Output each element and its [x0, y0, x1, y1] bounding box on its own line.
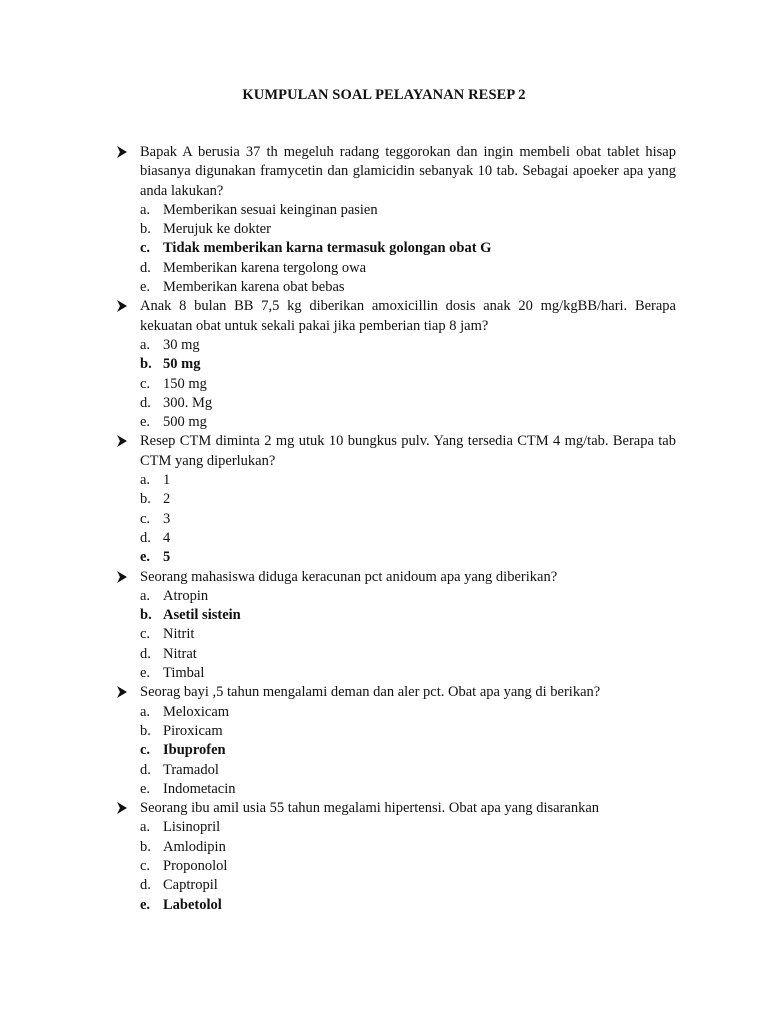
option-text: 30 mg	[163, 336, 200, 353]
option-letter: b.	[140, 356, 152, 373]
option-item	[140, 818, 676, 837]
question-item	[116, 143, 676, 297]
option-letter: d.	[140, 877, 151, 894]
question-text: Resep CTM diminta 2 mg utuk 10 bungkus pulv. Yang tersedia CTM 4 mg/tab. Berapa tab CTM yang diperlukan?	[140, 433, 676, 469]
option-text: Ibuprofen	[163, 742, 226, 759]
option-text: Indometacin	[163, 780, 236, 797]
option-list	[140, 703, 676, 799]
option-letter: a.	[140, 703, 151, 720]
option-item	[140, 201, 676, 220]
option-text: Asetil sistein	[163, 607, 241, 624]
option-letter: b.	[140, 221, 151, 238]
option-list	[140, 471, 676, 567]
option-item	[140, 413, 676, 432]
option-letter: b.	[140, 491, 151, 508]
option-text: Atropin	[163, 587, 209, 604]
option-text: 3	[163, 510, 171, 527]
question-item	[116, 432, 676, 567]
option-letter: a.	[140, 472, 151, 489]
arrow-bullet-icon	[116, 300, 128, 312]
question-item	[116, 799, 676, 915]
question-text: Anak 8 bulan BB 7,5 kg diberikan amoxicillin dosis anak 20 mg/kgBB/hari. Berapa kekuatan obat untuk sekali pakai jika pemberian tiap 8 jam?	[140, 298, 676, 334]
option-item-correct	[140, 606, 676, 625]
question-text: Seorag bayi ,5 tahun mengalami deman dan aler pct. Obat apa yang di berikan?	[140, 684, 601, 701]
option-letter: c.	[140, 375, 151, 392]
option-text: 2	[163, 491, 171, 508]
option-item-correct	[140, 355, 676, 374]
option-text: Piroxicam	[163, 722, 223, 739]
option-text: 500 mg	[163, 414, 207, 431]
option-list	[140, 818, 676, 914]
option-letter: b.	[140, 722, 151, 739]
option-item	[140, 876, 676, 895]
option-item	[140, 259, 676, 278]
option-item	[140, 838, 676, 857]
question-text: Seorang ibu amil usia 55 tahun megalami hipertensi. Obat apa yang disarankan	[140, 800, 600, 817]
option-list	[140, 336, 676, 432]
arrow-bullet-icon	[116, 802, 128, 814]
option-letter: e.	[140, 414, 151, 431]
option-text: Amlodipin	[163, 838, 226, 855]
option-text: 300. Mg	[163, 394, 213, 411]
question-list	[116, 143, 676, 915]
option-item	[140, 529, 676, 548]
question-item	[116, 683, 676, 799]
option-letter: d.	[140, 645, 151, 662]
option-letter: d.	[140, 529, 151, 546]
option-item	[140, 490, 676, 509]
option-letter: e.	[140, 780, 151, 797]
option-item	[140, 587, 676, 606]
option-item-correct	[140, 896, 676, 915]
option-item	[140, 278, 676, 297]
option-letter: c.	[140, 240, 151, 257]
option-text: Memberikan karena obat bebas	[163, 279, 345, 296]
option-letter: d.	[140, 259, 151, 276]
option-text: Captropil	[163, 877, 218, 894]
option-text: Memberikan karena tergolong owa	[163, 259, 367, 276]
option-item	[140, 471, 676, 490]
option-text: Tramadol	[163, 761, 219, 778]
option-letter: a.	[140, 336, 151, 353]
option-item	[140, 336, 676, 355]
option-item	[140, 780, 676, 799]
option-letter: c.	[140, 626, 151, 643]
option-letter: e.	[140, 279, 151, 296]
option-item-correct	[140, 548, 676, 567]
option-text: Lisinopril	[163, 819, 221, 836]
option-text: Timbal	[163, 665, 205, 682]
option-item	[140, 761, 676, 780]
arrow-bullet-icon	[116, 571, 128, 583]
option-item	[140, 220, 676, 239]
option-letter: a.	[140, 201, 151, 218]
option-letter: e.	[140, 665, 151, 682]
arrow-bullet-icon	[116, 435, 128, 447]
option-item	[140, 857, 676, 876]
option-text: 1	[163, 472, 171, 489]
option-item-correct	[140, 239, 676, 258]
document-title: KUMPULAN SOAL PELAYANAN RESEP 2	[242, 87, 526, 103]
option-item	[140, 664, 676, 683]
option-text: Labetolol	[163, 896, 222, 913]
option-item	[140, 722, 676, 741]
question-item	[116, 568, 676, 684]
option-letter: e.	[140, 896, 151, 913]
arrow-bullet-icon	[116, 686, 128, 698]
question-text: Seorang mahasiswa diduga keracunan pct anidoum apa yang diberikan?	[140, 568, 558, 585]
option-item	[140, 703, 676, 722]
option-letter: c.	[140, 742, 151, 759]
option-text: 4	[163, 529, 171, 546]
option-item	[140, 394, 676, 413]
option-text: Meloxicam	[163, 703, 230, 720]
option-item	[140, 625, 676, 644]
option-letter: e.	[140, 549, 151, 566]
option-list	[140, 201, 676, 297]
option-letter: d.	[140, 394, 151, 411]
option-item-correct	[140, 741, 676, 760]
option-text: Nitrat	[163, 645, 197, 662]
option-text: 5	[163, 549, 171, 566]
option-letter: a.	[140, 587, 151, 604]
option-letter: c.	[140, 510, 151, 527]
option-letter: b.	[140, 838, 151, 855]
option-text: 50 mg	[163, 356, 201, 373]
option-item	[140, 645, 676, 664]
option-item	[140, 510, 676, 529]
option-letter: b.	[140, 607, 152, 624]
option-list	[140, 587, 676, 683]
option-item	[140, 375, 676, 394]
option-text: Nitrit	[163, 626, 195, 643]
option-text: Memberikan sesuai keinginan pasien	[163, 201, 378, 218]
option-letter: c.	[140, 857, 151, 874]
option-letter: d.	[140, 761, 151, 778]
option-letter: a.	[140, 819, 151, 836]
question-text: Bapak A berusia 37 th megeluh radang teggorokan dan ingin membeli obat tablet hisap biasanya digunakan framycetin dan glamicidin sebanyak 10 tab. Sebagai apoeker apa yang anda lakukan?	[140, 144, 676, 199]
arrow-bullet-icon	[116, 146, 128, 158]
option-text: Merujuk ke dokter	[163, 221, 271, 238]
option-text: Proponolol	[163, 857, 228, 874]
question-item	[116, 297, 676, 432]
option-text: 150 mg	[163, 375, 207, 392]
option-text: Tidak memberikan karna termasuk golongan obat G	[163, 240, 492, 257]
